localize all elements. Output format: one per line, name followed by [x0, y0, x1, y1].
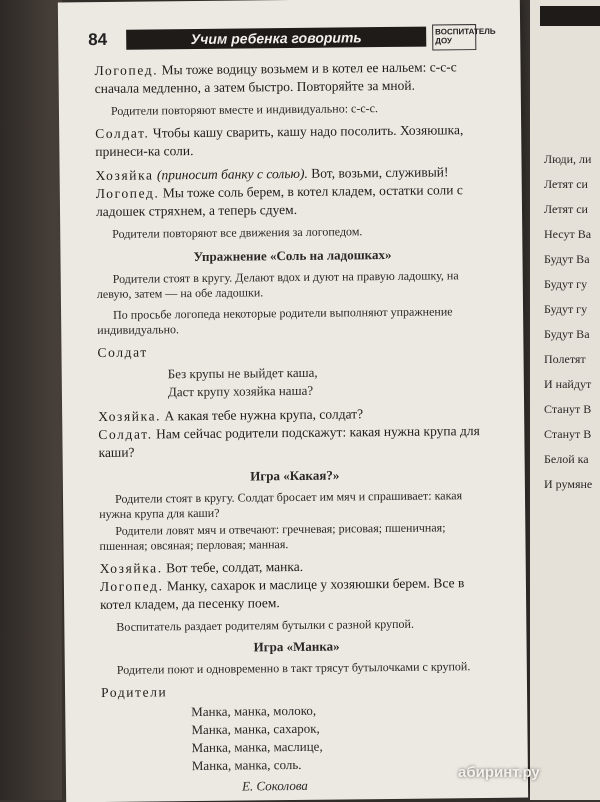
page-header [88, 24, 496, 54]
facing-page-line: Будут Ва [544, 327, 590, 341]
speaker-name: Логопед. [95, 185, 160, 202]
stage-direction: По просьбе логопеда некоторые родители выполняют упражнение индивидуально. [97, 304, 453, 338]
stage-direction: Родители поют и одновременно в такт трясут бутылочками с крупой. [116, 659, 471, 677]
facing-page [530, 0, 600, 800]
facing-page-line: Будут Ва [544, 252, 590, 266]
paragraph [96, 181, 488, 221]
stage-direction: Воспитатель раздает родителям бутылки с разной крупой. [116, 616, 414, 634]
stage-direction: Родители повторяют вместе и индивидуально: с-с-с. [110, 101, 379, 118]
facing-page-line: Будут гу [544, 302, 588, 316]
speaker-line: Нам сейчас родители подскажут: какая нужна крупа для каши? [98, 423, 480, 461]
verse-line: Даст крупу хозяйка наша? [167, 382, 314, 400]
section-heading: Игра «Какая?» [250, 467, 340, 484]
book-page [58, 0, 528, 802]
speaker-name: Хозяйка. [98, 408, 162, 425]
facing-page-line: Летят си [544, 177, 588, 191]
facing-page-line: И румяне [544, 477, 593, 491]
stage-direction: Родители стоят в кругу. Солдат бросает им мяч и спрашивает: какая нужна крупа для каши? [99, 488, 463, 522]
section-heading: Игра «Манка» [253, 638, 340, 655]
book-edge-left [0, 0, 62, 800]
paragraph [100, 574, 492, 614]
stage-direction: Родители повторяют все движения за логопедом. [112, 224, 363, 241]
facing-page-line: Будут гу [544, 277, 588, 291]
facing-page-line: Станут В [544, 427, 592, 441]
stage-direction: Родители стоят в кругу. Делают вдох и дуют на правую ладошку, на левую, затем — на обе ладошки. [96, 268, 459, 302]
speaker-name: Хозяйка. [99, 560, 163, 577]
facing-page-line: Люди, ли [544, 152, 592, 166]
speaker-line: Чтобы кашу сварить, кашу надо посолить. Хозяюшка, принеси-ка соли. [95, 122, 464, 160]
publisher-logo: ВОСПИТАТЕЛЬ ДОУ [432, 24, 476, 50]
paragraph [98, 422, 490, 462]
verse [191, 700, 494, 775]
stage-action: (приносит банку с солью). [156, 165, 308, 183]
verse-line: Без крупы не выйдет каша, [167, 364, 318, 382]
facing-page-line: И найдут [544, 377, 592, 391]
verse [168, 362, 490, 401]
facing-page-line: Полетят [544, 352, 586, 366]
verse-line: Манка, манка, сахарок, [191, 720, 320, 738]
stage-direction: Родители ловят мяч и отвечают: гречневая; рисовая; пшеничная; пшенная; овсяная; перловая; манная. [99, 520, 446, 554]
speaker-line: Мы тоже соль берем, в котел кладем, остатки соли с ладошек стряхнем, а теперь сдуем. [95, 182, 463, 220]
page-content [94, 58, 494, 796]
header-title-bar [126, 27, 426, 50]
header-title: Учим ребенка говорить [190, 29, 362, 48]
page-number: 84 [88, 29, 108, 50]
verse-line: Манка, манка, маслице, [191, 738, 323, 756]
speaker-name: Солдат. [98, 426, 153, 443]
watermark-text: абиринт.ру [458, 764, 540, 781]
speaker-line: А какая тебе нужна крупа, солдат? [164, 406, 364, 424]
speaker-name: Солдат [97, 344, 148, 361]
facing-page-header [540, 6, 600, 26]
speaker-line: Вот тебе, солдат, манка. [165, 558, 304, 576]
speaker-line: Манку, сахарок и маслице у хозяюшки берем. Все в котел кладем, да песенку поем. [100, 575, 465, 613]
facing-page-line: Станут В [544, 402, 592, 416]
verse-line: Манка, манка, молоко, [191, 702, 317, 720]
facing-page-line: Летят си [544, 202, 588, 216]
facing-page-line: Белой ка [544, 452, 589, 466]
speaker-line: Вот, возьми, служивый! [311, 164, 449, 181]
speaker-line: Мы тоже водицу возьмем и в котел ее нальем: с-с-с сначала медленно, а затем быстро. Повторяйте за мной. [94, 59, 457, 97]
verse-author: Е. Соколова [241, 777, 308, 794]
speaker-name: Хозяйка [95, 167, 154, 184]
speaker-name: Логопед. [94, 62, 159, 79]
section-heading: Упражнение «Соль на ладошках» [193, 246, 392, 265]
facing-page-line: Несут Ва [544, 227, 592, 241]
speaker-name: Родители [100, 684, 168, 701]
paragraph [95, 121, 487, 161]
verse-line: Манка, манка, соль. [191, 756, 302, 774]
speaker-name: Логопед. [99, 578, 164, 595]
speaker-name: Солдат. [95, 125, 150, 142]
paragraph [94, 58, 486, 98]
